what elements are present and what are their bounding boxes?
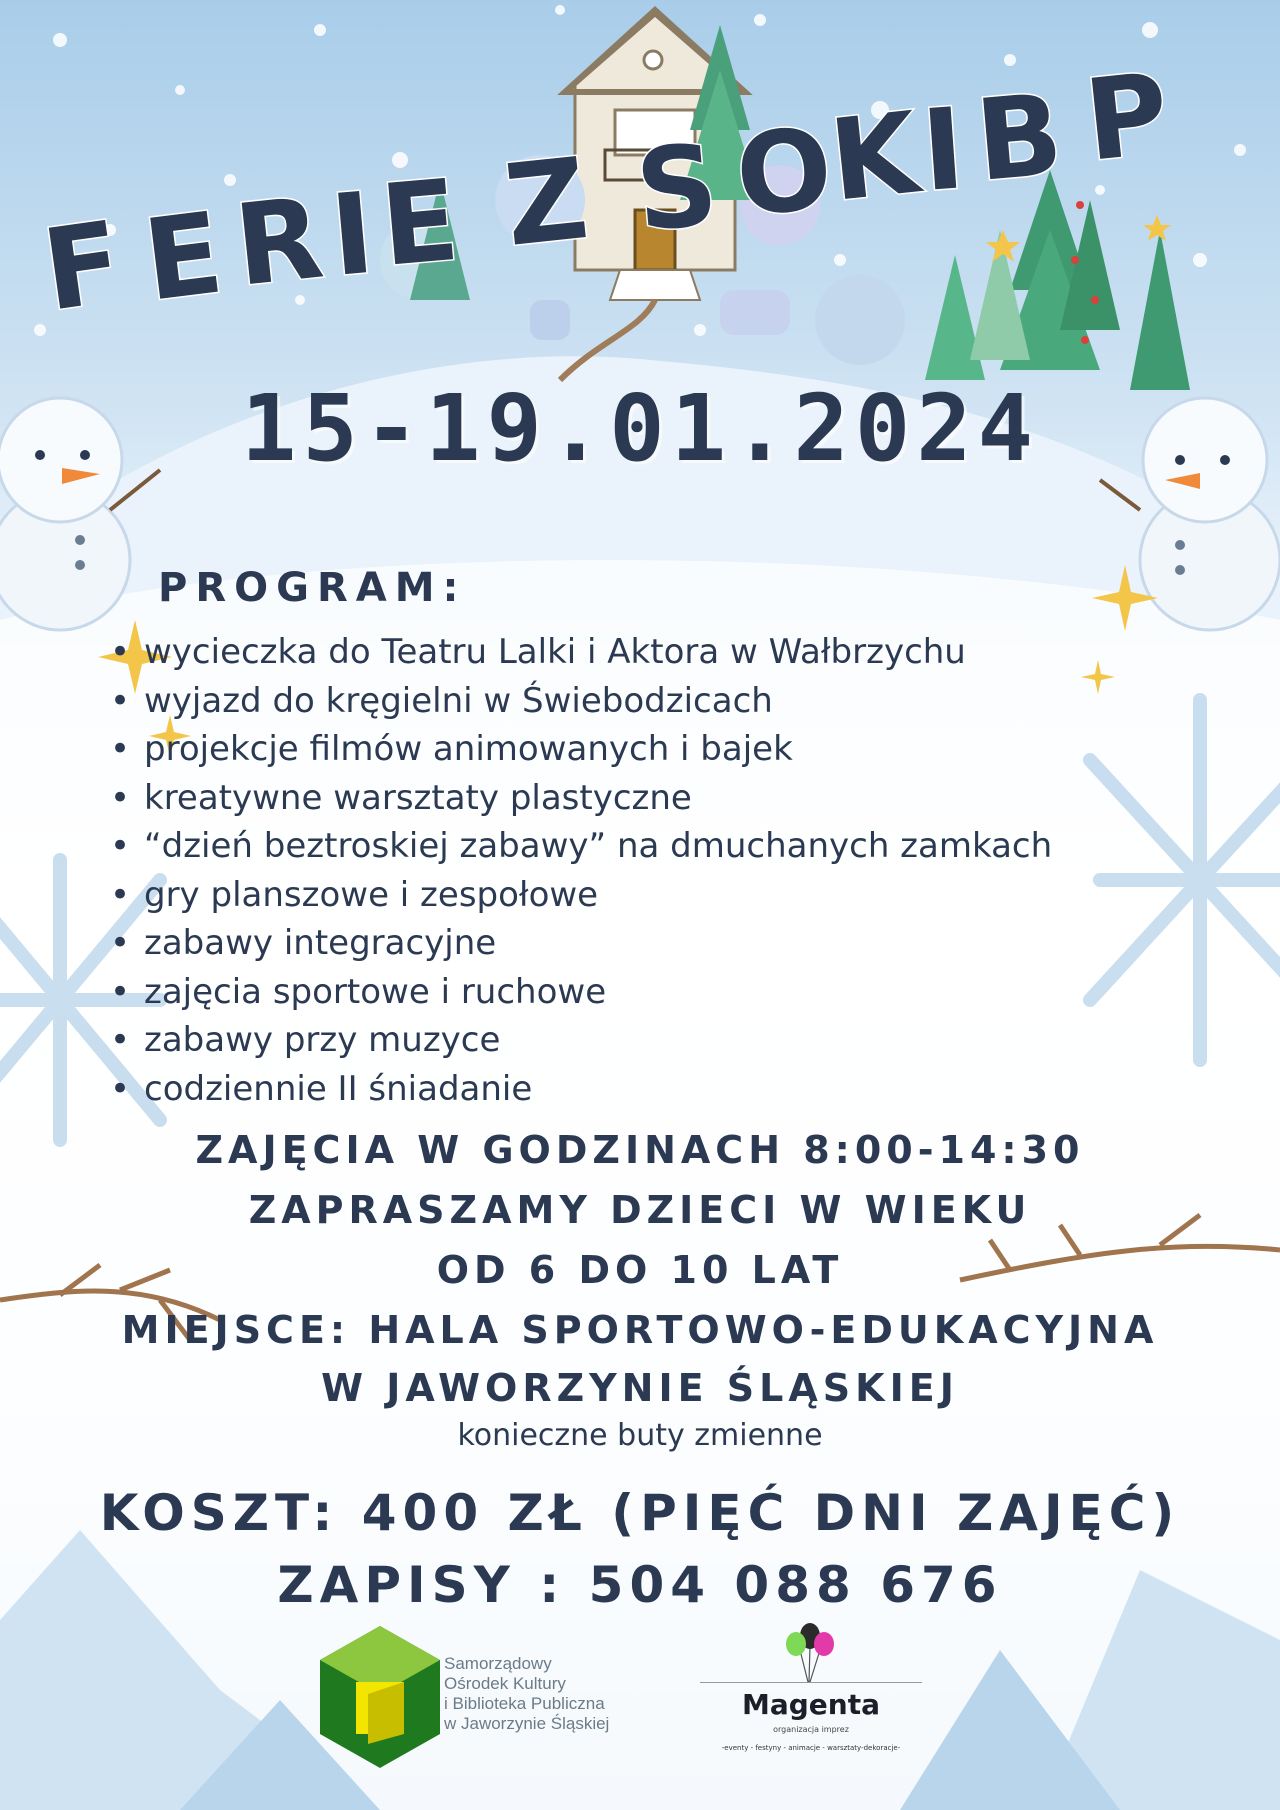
list-item: • gry planszowe i zespołowe [110, 871, 1052, 920]
title-letter: E [137, 188, 230, 327]
list-item: • codziennie II śniadanie [110, 1065, 1052, 1114]
program-list [110, 628, 1052, 1113]
sokibp-line: Samorządowy [444, 1654, 552, 1673]
title-letter: E [376, 155, 464, 292]
list-item: • zabawy integracyjne [110, 919, 1052, 968]
balloons-icon [770, 1622, 850, 1684]
title-letter: I [917, 84, 969, 217]
magenta-divider [700, 1682, 922, 1683]
list-item: • zabawy przy muzyce [110, 1016, 1052, 1065]
list-item: • wyjazd do kręgielni w Świebodzicach [110, 677, 1052, 726]
invite-line-1: ZAPRASZAMY DZIECI W WIEKU [248, 1188, 1032, 1232]
title-letter: B [971, 69, 1068, 207]
poster-title [20, 40, 1260, 360]
title-letter: F [35, 197, 130, 337]
event-dates: 15-19.01.2024 [240, 375, 1040, 482]
title-letter: Z [499, 134, 594, 272]
magenta-tagline: -eventy - festyny - animacje - warsztaty-dekoracje- [721, 1744, 901, 1752]
list-item: • projekcje filmów animowanych i bajek [110, 725, 1052, 774]
title-letter: P [1079, 48, 1175, 187]
invite-line-2: OD 6 DO 10 LAT [436, 1248, 844, 1292]
list-item: • zajęcia sportowe i ruchowe [110, 968, 1052, 1017]
sokibp-line: w Jaworzynie Śląskiej [444, 1714, 610, 1733]
title-letter: S [631, 120, 723, 257]
sokibp-logo [316, 1622, 646, 1772]
program-heading: PROGRAM: [158, 565, 467, 611]
title-letter: I [326, 168, 379, 302]
list-item: • “dzień beztroskiej zabawy” na dmuchanych zamkach [110, 822, 1052, 871]
list-item: • kreatywne warsztaty plastyczne [110, 774, 1052, 823]
sokibp-line: Ośrodek Kultury [444, 1674, 566, 1693]
magenta-subtitle: organizacja imprez [773, 1725, 849, 1734]
cube-logo-icon [316, 1622, 444, 1772]
title-letter: K [824, 88, 925, 227]
signup-phone: ZAPISY : 504 088 676 [277, 1556, 1003, 1614]
sokibp-line: i Biblioteka Publiczna [444, 1694, 605, 1713]
magenta-name: Magenta [741, 1688, 880, 1721]
place-line-1: MIEJSCE: HALA SPORTOWO-EDUKACYJNA [121, 1308, 1159, 1352]
magenta-logo [700, 1622, 922, 1782]
cost-line: KOSZT: 400 ZŁ (PIĘĆ DNI ZAJĘĆ) [99, 1484, 1181, 1542]
title-letter: O [731, 104, 838, 242]
title-letter: R [229, 173, 329, 312]
place-line-2: W JAWORZYNIE ŚLĄSKIEJ [321, 1366, 959, 1410]
hours-line: ZAJĘCIA W GODZINACH 8:00-14:30 [195, 1128, 1085, 1172]
list-item: • wycieczka do Teatru Lalki i Aktora w Wałbrzychu [110, 628, 1052, 677]
shoes-note: konieczne buty zmienne [457, 1418, 823, 1453]
